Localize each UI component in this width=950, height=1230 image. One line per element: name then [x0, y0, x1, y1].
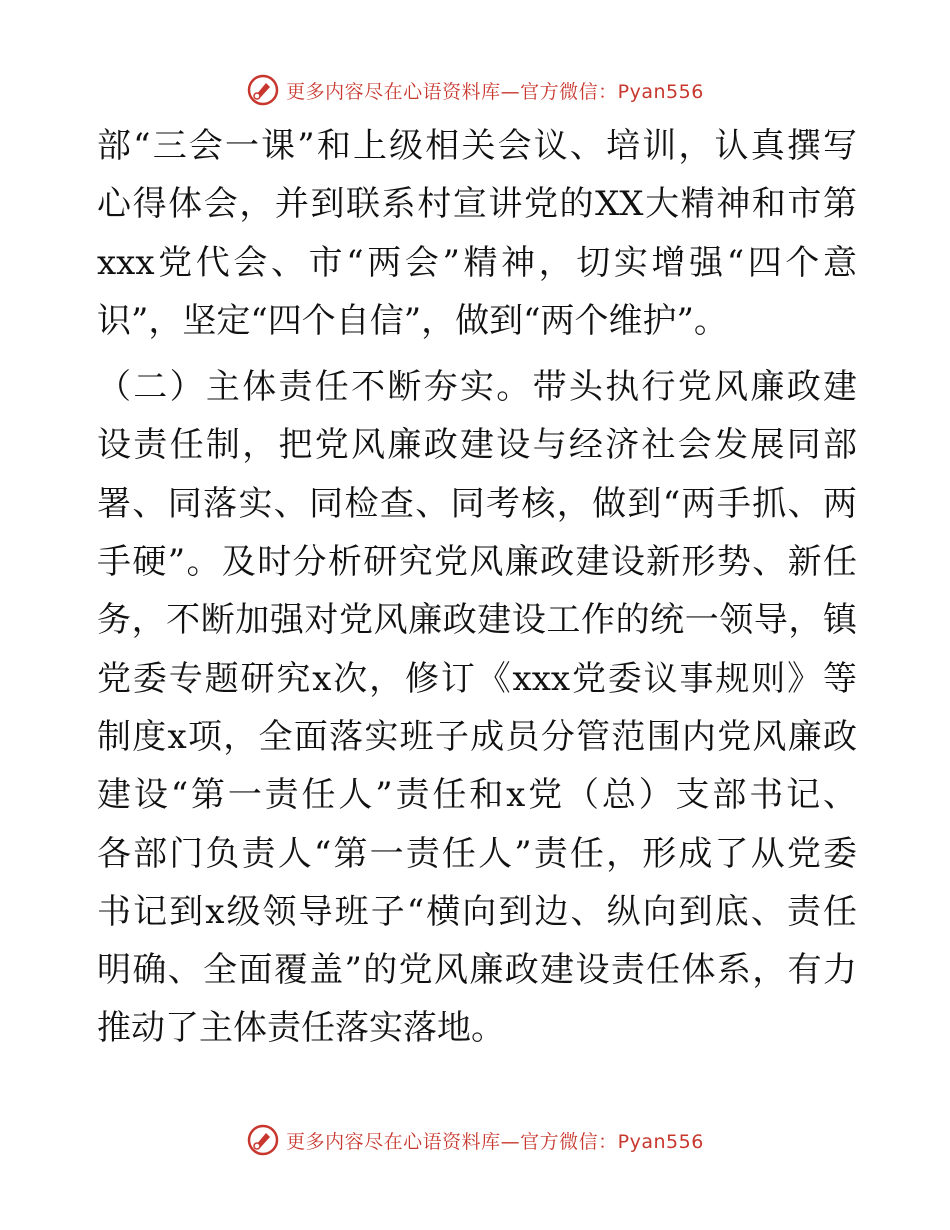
text-line: 党委专题研究x次，修订《xxx党委议事规则》等 — [97, 658, 857, 699]
text-line: 署、同落实、同检查、同考核，做到“两手抓、两 — [97, 483, 857, 524]
paragraph-main-responsibility — [97, 358, 857, 1058]
text-line: （二）主体责任不断夯实。带头执行党风廉政建 — [97, 367, 857, 408]
watermark-header — [0, 70, 950, 110]
text-line: 制度x项，全面落实班子成员分管范围内党风廉政 — [97, 716, 857, 757]
watermark-text: 更多内容尽在心语资料库—官方微信：Pyan556 — [286, 1130, 704, 1153]
text-line: 明确、全面覆盖”的党风廉政建设责任体系，有力 — [97, 950, 857, 991]
watermark-footer — [0, 1120, 950, 1160]
text-line: 各部门负责人“第一责任人”责任，形成了从党委 — [97, 833, 857, 874]
brand-logo-icon — [246, 1123, 280, 1157]
text-line: 手硬”。及时分析研究党风廉政建设新形势、新任 — [97, 542, 857, 583]
brand-logo-icon — [246, 73, 280, 107]
text-line: 书记到x级领导班子“横向到边、纵向到底、责任 — [97, 891, 857, 932]
text-line: xxx党代会、市“两会”精神，切实增强“四个意 — [97, 242, 857, 283]
text-line: 设责任制，把党风廉政建设与经济社会发展同部 — [97, 425, 857, 466]
paragraph-continuation — [97, 117, 857, 350]
document-body — [97, 117, 857, 1058]
watermark-text: 更多内容尽在心语资料库—官方微信：Pyan556 — [286, 80, 704, 103]
text-line: 心得体会，并到联系村宣讲党的XX大精神和市第 — [97, 184, 857, 225]
text-line: 识”，坚定“四个自信”，做到“两个维护”。 — [97, 300, 728, 341]
text-line: 建设“第一责任人”责任和x党（总）支部书记、 — [97, 775, 857, 816]
text-line: 部“三会一课”和上级相关会议、培训，认真撰写 — [97, 126, 857, 166]
text-line: 推动了主体责任落实落地。 — [97, 1008, 505, 1049]
text-line: 务，不断加强对党风廉政建设工作的统一领导，镇 — [97, 600, 857, 641]
